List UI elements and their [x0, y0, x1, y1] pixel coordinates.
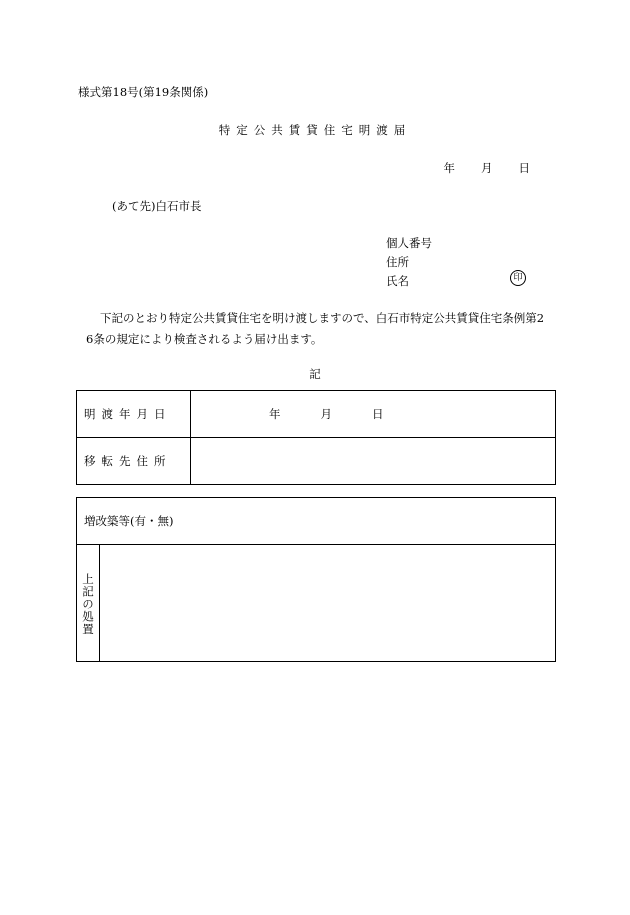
form-number: 様式第18号(第19条関係): [78, 85, 209, 99]
year-label: 年: [443, 161, 455, 175]
body-text: [78, 308, 558, 350]
name-label: 氏名: [386, 274, 409, 288]
renovation-label: 増改築等(有・無): [77, 498, 556, 545]
handover-year-label: 年: [269, 407, 281, 421]
handover-day-label: 日: [372, 407, 384, 421]
renovation-row: [77, 498, 556, 545]
document-title: 特定公共賃貸住宅明渡届: [218, 123, 412, 137]
personal-number-label: 個人番号: [386, 236, 432, 250]
ki-heading: 記: [309, 367, 321, 381]
address-label: 住所: [386, 255, 409, 269]
disposition-row: [77, 545, 556, 662]
applicant-block: [386, 234, 432, 291]
new-address-label: 移転先住所: [77, 438, 191, 485]
handover-date-row: [77, 391, 556, 438]
new-address-row: [77, 438, 556, 485]
submission-date: [444, 160, 531, 176]
disposition-label: 上記の処置: [81, 573, 95, 636]
body-line-2: 6条の規定により検査されるよう届け出ます。: [86, 332, 323, 346]
disposition-field[interactable]: [100, 545, 556, 662]
handover-date-label: 明渡年月日: [77, 391, 191, 438]
handover-month-label: 月: [320, 407, 332, 421]
new-address-field[interactable]: [191, 438, 556, 485]
seal-mark: 印: [510, 270, 526, 286]
body-line-1: 下記のとおり特定公共賃貸住宅を明け渡しますので、白石市特定公共賃貸住宅条例第2: [100, 311, 545, 325]
disposition-label-cell: [77, 545, 100, 662]
handover-table: [76, 390, 556, 485]
handover-date-value: [191, 406, 555, 422]
addressee: (あて先)白石市長: [112, 199, 202, 213]
month-label: 月: [481, 161, 493, 175]
day-label: 日: [518, 161, 530, 175]
handover-date-field[interactable]: [191, 391, 556, 438]
renovation-table: [76, 497, 556, 662]
